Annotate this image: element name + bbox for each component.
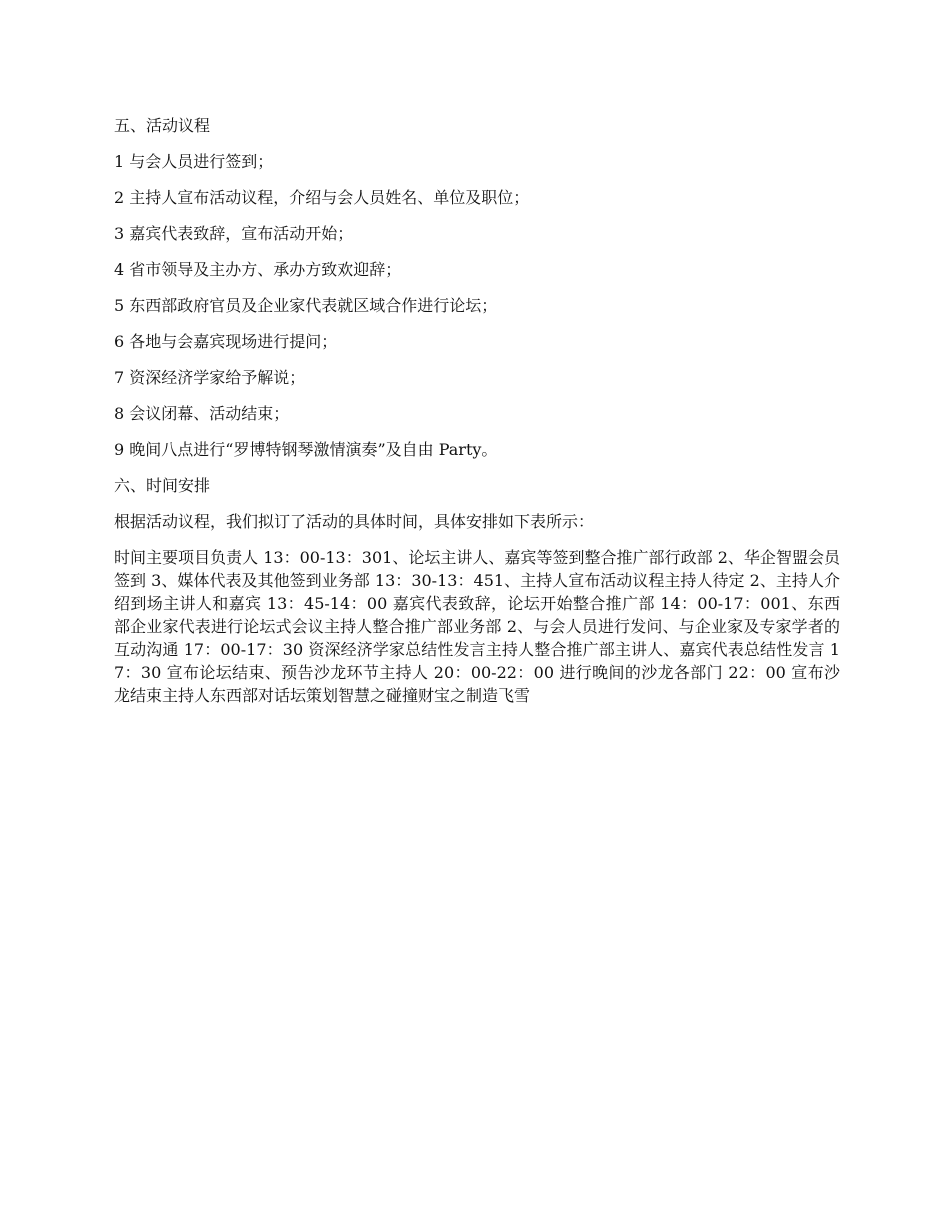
agenda-item-2: 2 主持人宣布活动议程，介绍与会人员姓名、单位及职位； [114,188,530,207]
agenda-item-4: 4 省市领导及主办方、承办方致欢迎辞； [114,260,402,279]
agenda-item-5: 5 东西部政府官员及企业家代表就区域合作进行论坛； [114,296,498,315]
agenda-item-8: 8 会议闭幕、活动结束； [114,404,290,423]
agenda-item-9: 9 晚间八点进行“罗博特钢琴激情演奏”及自由 Party。 [114,440,498,459]
agenda-item-7: 7 资深经济学家给予解说； [114,368,306,387]
agenda-item-1: 1 与会人员进行签到； [114,152,274,171]
document-page [114,108,844,707]
agenda-item-6: 6 各地与会嘉宾现场进行提问； [114,332,338,351]
section-heading-schedule: 六、时间安排 [114,476,211,495]
schedule-intro: 根据活动议程，我们拟订了活动的具体时间，具体安排如下表所示： [114,512,595,531]
agenda-item-3: 3 嘉宾代表致辞，宣布活动开始； [114,224,354,243]
section-heading-agenda: 五、活动议程 [114,116,211,135]
schedule-table-text: 时间主要项目负责人 13：00-13：301、论坛主讲人、嘉宾等签到整合推广部行政部 2、华企智盟会员签到 3、媒体代表及其他签到业务部 13：30-13：451、主持人宣布活动议程主持人待定 2、主持人介绍到场主讲人和嘉宾 13：45-14：00 嘉宾代表致辞，论坛开始整合推广部 14：00-17：001、东西部企业家代表进行论坛式会议主持人整合推广部业务部 2、与会人员进行发问、与企业家及专家学者的互动沟通 17：00-17：30 资深经济学家总结性发言主持人整合推广部主讲人、嘉宾代表总结性发言 17：30 宣布论坛结束、预告沙龙环节主持人 20：00-22：00 进行晚间的沙龙各部门 22：00 宣布沙龙结束主持人东西部对话坛策划智慧之碰撞财宝之制造飞雪 [114,548,840,705]
